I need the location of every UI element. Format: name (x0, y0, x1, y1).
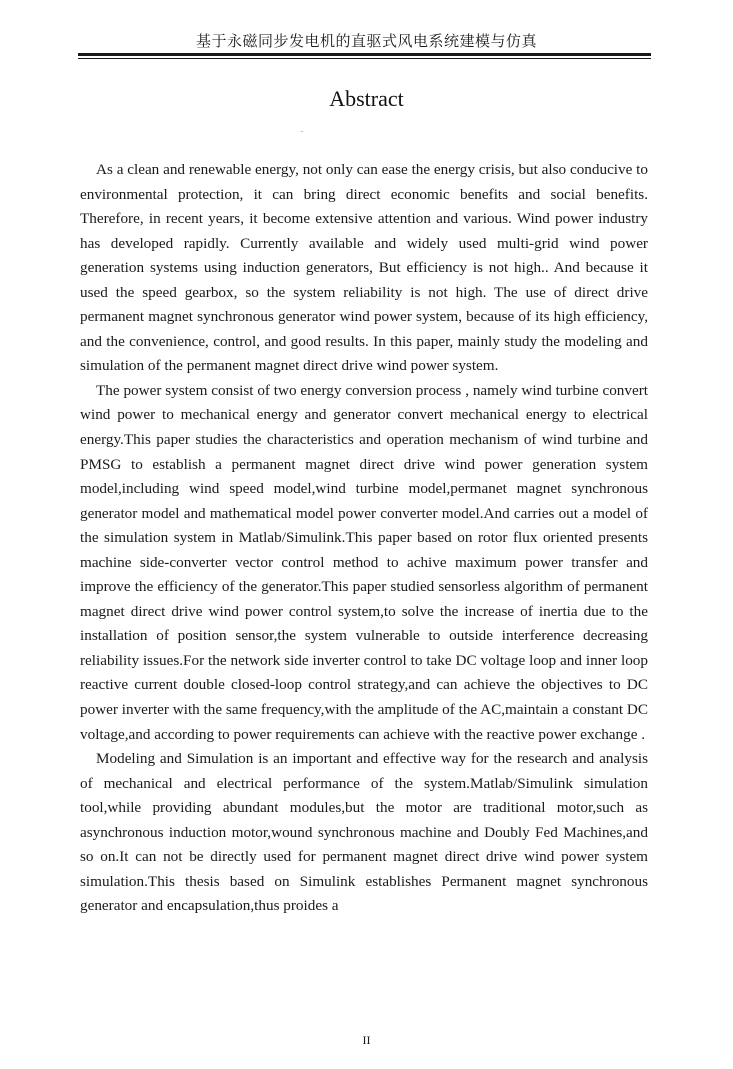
stray-mark (301, 131, 303, 132)
page-number: II (362, 1033, 371, 1047)
abstract-title: Abstract (329, 86, 404, 111)
header-rule-thick (78, 53, 651, 56)
abstract-body (80, 158, 648, 919)
running-header: 基于永磁同步发电机的直驱式风电系统建模与仿真 (195, 32, 537, 50)
abstract-paragraph-1: As a clean and renewable energy, not only can ease the energy crisis, but also conducive to environmental protection, it can bring direct economic benefits and social benefits. Therefore, in recent years, it become extensive attention and various. Wind power industry has developed rapidly. Currently available and widely used multi-grid wind power generation systems using induction generators, But efficiency is not high.. And because it used the speed gearbox, so the system reliability is not high. The use of direct drive permanent magnet synchronous generator wind power system, because of its high efficiency, and the convenience, control, and good results. In this paper, mainly study the modeling and simulation of the permanent magnet direct drive wind power system. (80, 161, 648, 375)
abstract-paragraph-2: The power system consist of two energy conversion process , namely wind turbine convert wind power to mechanical energy and generator convert mechanical energy to electrical energy.This paper studies the characteristics and operation mechanism of wind turbine and PMSG to establish a permanent magnet direct drive wind power generation system model,including wind speed model,wind turbine model,permanet magnet synchronous generator model and mathematical model power converter model.And carries out a model of the simulation system in Matlab/Simulink.This paper based on rotor flux oriented presents machine side-converter vector control method to achive maximum power transfer and improve the efficiency of the generator.This paper studied sensorless algorithm of permanent magnet direct drive wind power control system,to solve the increase of inertia due to the installation of position sensor,the system vulnerable to outside interference decreasing reliability issues.For the network side inverter control to take DC voltage loop and inner loop reactive current double closed-loop control strategy,and can achieve the objectives to DC power inverter with the same frequency,with the amplitude of the AC,maintain a constant DC voltage,and according to power requirements can achieve with the reactive power exchange . (80, 381, 648, 743)
header-rule-thin (78, 58, 651, 59)
abstract-paragraph-3: Modeling and Simulation is an important and effective way for the research and analysis of mechanical and electrical performance of the system.Matlab/Simulink simulation tool,while providing abundant modules,but the motor are traditional motor,such as asynchronous induction motor,wound synchronous machine and Doubly Fed Machines,and so on.It can not be directly used for permanent magnet direct drive wind power system simulation.This thesis based on Simulink establishes Permanent magnet synchronous generator and encapsulation,thus proides a (80, 750, 648, 915)
